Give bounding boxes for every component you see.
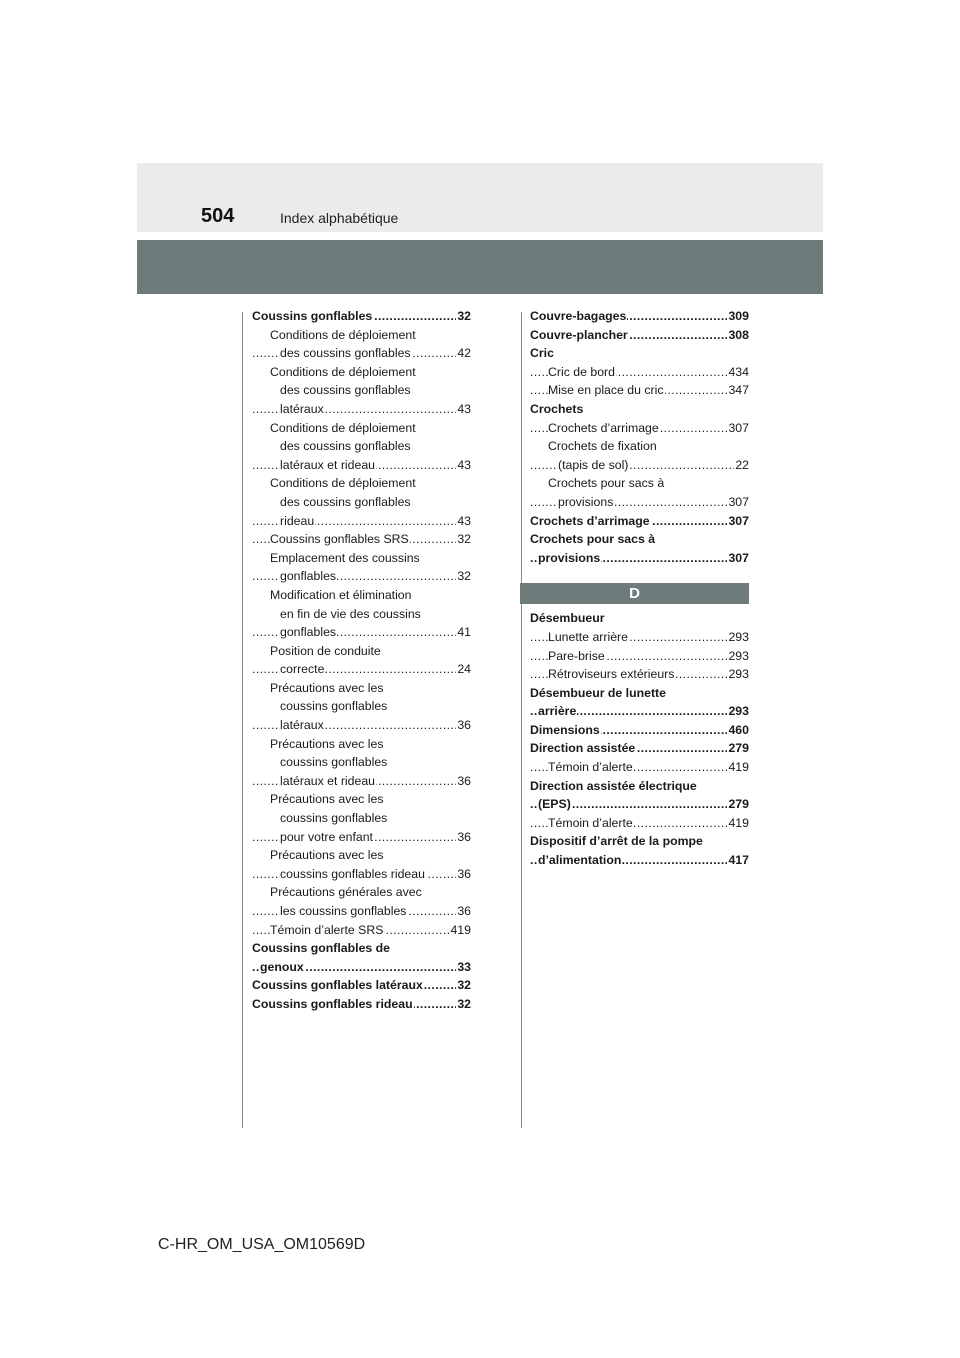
index-entry xyxy=(530,739,749,758)
index-entry-text: ..... gonflables xyxy=(280,623,337,642)
index-entry-page: 36 xyxy=(456,902,471,921)
index-entry-page: 43 xyxy=(456,456,471,475)
index-entry xyxy=(252,605,471,624)
index-entry-text: ..... Crochets d’arrimage xyxy=(548,419,660,438)
index-entry-text: ..... latéraux xyxy=(280,400,325,419)
index-entry xyxy=(252,530,471,549)
index-entry xyxy=(530,851,749,870)
index-entry xyxy=(252,623,471,642)
index-entry-text: ..... Coussins gonflables SRS xyxy=(270,530,410,549)
index-entry-text: ..... provisions xyxy=(558,493,614,512)
index-entry xyxy=(252,735,471,754)
index-entry xyxy=(252,679,471,698)
index-entry xyxy=(530,814,749,833)
index-entry-text: ..... Couvre-bagages xyxy=(530,307,627,326)
index-entry-page: 309 xyxy=(727,307,749,326)
index-entry-page: 419 xyxy=(449,921,471,940)
index-entry xyxy=(252,921,471,940)
index-entry-text: ..... provisions xyxy=(538,549,601,568)
index-group-d xyxy=(530,609,749,869)
index-entry-text: ..... Crochets d’arrimage xyxy=(530,512,651,531)
index-entry-page: 308 xyxy=(727,326,749,345)
index-entry-text: ..... (tapis de sol) xyxy=(558,456,629,475)
index-entry-text: Dispositif d’arrêt de la pompe xyxy=(530,832,704,851)
index-entry-page: 434 xyxy=(727,363,749,382)
index-entry-page: 460 xyxy=(727,721,749,740)
index-entry xyxy=(252,493,471,512)
index-entry-text: coussins gonflables xyxy=(280,753,388,772)
index-entry xyxy=(530,702,749,721)
index-entry-text: Direction assistée électrique xyxy=(530,777,698,796)
index-entry xyxy=(252,958,471,977)
index-entry xyxy=(530,795,749,814)
index-entry-text: ..... des coussins gonflables xyxy=(280,344,412,363)
index-entry xyxy=(530,647,749,666)
index-entry xyxy=(252,716,471,735)
index-entry xyxy=(530,493,749,512)
index-entry-page: 36 xyxy=(456,865,471,884)
index-entry-page: 32 xyxy=(456,567,471,586)
index-entry xyxy=(252,902,471,921)
index-entry-text: Crochets de fixation xyxy=(548,437,658,456)
index-entry-text: Modification et élimination xyxy=(270,586,413,605)
index-entry-text: ..... Rétroviseurs extérieurs xyxy=(548,665,675,684)
index-entry-page: 293 xyxy=(727,702,749,721)
page-number: 504 xyxy=(201,205,235,227)
index-entry-text: Désembueur xyxy=(530,609,606,628)
index-entry xyxy=(252,642,471,661)
index-column-left xyxy=(252,307,471,1014)
index-entry-text: Précautions avec les xyxy=(270,846,384,865)
index-entry xyxy=(252,753,471,772)
index-entry-text: Crochets xyxy=(530,400,584,419)
index-entry-text: Conditions de déploiement xyxy=(270,326,417,345)
index-entry-page: 307 xyxy=(727,493,749,512)
header-gray-bar xyxy=(137,240,823,294)
index-entry-text: des coussins gonflables xyxy=(280,437,412,456)
header-band xyxy=(137,163,823,232)
index-entry xyxy=(252,549,471,568)
index-entry xyxy=(530,721,749,740)
index-entry-text: Précautions générales avec xyxy=(270,883,423,902)
index-entry-text: ..... latéraux et rideau xyxy=(280,456,376,475)
index-entry xyxy=(252,846,471,865)
index-entry-text: ..... genoux xyxy=(260,958,305,977)
index-entry xyxy=(530,419,749,438)
index-entry-page: 293 xyxy=(727,647,749,666)
index-entry-text: ..... rideau xyxy=(280,512,315,531)
index-entry-page: 307 xyxy=(727,512,749,531)
index-entry-text: ..... arrière xyxy=(538,702,577,721)
index-entry-text: ..... Lunette arrière xyxy=(548,628,629,647)
index-entry xyxy=(530,777,749,796)
index-entry-page: 32 xyxy=(456,976,471,995)
document-code: C-HR_OM_USA_OM10569D xyxy=(158,1236,366,1253)
index-entry xyxy=(530,665,749,684)
middle-column-rule xyxy=(521,312,522,1128)
index-entry xyxy=(530,512,749,531)
index-entry xyxy=(252,419,471,438)
index-entry-text: ..... d’alimentation xyxy=(538,851,622,870)
index-entry xyxy=(252,995,471,1014)
index-entry-page: 293 xyxy=(727,665,749,684)
index-entry-text: ..... Témoin d’alerte SRS xyxy=(270,921,384,940)
index-entry-page: 279 xyxy=(727,795,749,814)
index-entry xyxy=(252,697,471,716)
index-entry-text: ..... Coussins gonflables rideau xyxy=(252,995,414,1014)
index-column-right xyxy=(530,307,749,870)
index-entry-text: ..... Direction assistée xyxy=(530,739,636,758)
index-entry-text: ..... (EPS) xyxy=(538,795,572,814)
index-entry-text: Désembueur de lunette xyxy=(530,684,667,703)
index-entry-text: ..... Couvre-plancher xyxy=(530,326,629,345)
index-entry-page: 279 xyxy=(727,739,749,758)
index-entry xyxy=(252,939,471,958)
index-entry-page: 43 xyxy=(456,400,471,419)
index-entry xyxy=(530,609,749,628)
index-entry xyxy=(252,660,471,679)
index-entry xyxy=(252,809,471,828)
index-entry xyxy=(530,474,749,493)
index-entry-text: ..... Coussins gonflables xyxy=(252,307,373,326)
index-entry-text: ..... coussins gonflables rideau xyxy=(280,865,426,884)
index-entry-page: 347 xyxy=(727,381,749,400)
index-entry xyxy=(252,772,471,791)
index-entry-text: ..... latéraux et rideau xyxy=(280,772,376,791)
index-entry xyxy=(530,684,749,703)
index-entry-text: coussins gonflables xyxy=(280,809,388,828)
index-entry-text: Emplacement des coussins xyxy=(270,549,421,568)
index-entry xyxy=(252,437,471,456)
index-entry xyxy=(530,549,749,568)
index-entry-text: Précautions avec les xyxy=(270,679,384,698)
index-entry xyxy=(530,832,749,851)
index-entry-text: ..... Dimensions xyxy=(530,721,601,740)
index-entry-text: ..... latéraux xyxy=(280,716,325,735)
section-title: Index alphabétique xyxy=(280,210,399,226)
index-entry xyxy=(252,828,471,847)
index-entry xyxy=(252,790,471,809)
index-entry-text: Conditions de déploiement xyxy=(270,474,417,493)
index-entry xyxy=(252,381,471,400)
index-entry-text: ..... les coussins gonflables xyxy=(280,902,407,921)
index-entry-page: 307 xyxy=(727,549,749,568)
index-entry-text: ..... Témoin d’alerte xyxy=(548,814,634,833)
index-entry xyxy=(252,976,471,995)
index-entry-page: 36 xyxy=(456,772,471,791)
index-entry xyxy=(252,400,471,419)
index-entry-text: ..... Coussins gonflables latéraux xyxy=(252,976,424,995)
index-entry-page: 22 xyxy=(734,456,749,475)
index-entry xyxy=(252,344,471,363)
index-entry-text: Crochets pour sacs à xyxy=(548,474,665,493)
index-entry xyxy=(530,437,749,456)
index-entry xyxy=(530,400,749,419)
index-entry-page: 32 xyxy=(456,307,471,326)
index-entry-page: 307 xyxy=(727,419,749,438)
index-entry-page: 33 xyxy=(456,958,471,977)
index-entry xyxy=(530,381,749,400)
index-entry-page: 42 xyxy=(456,344,471,363)
index-entry-text: ..... Cric de bord xyxy=(548,363,616,382)
letter-header-d: D xyxy=(520,583,749,604)
index-entry xyxy=(252,307,471,326)
index-entry-page: 41 xyxy=(456,623,471,642)
index-entry-text: ..... Mise en place du cric xyxy=(548,381,665,400)
index-entry xyxy=(252,567,471,586)
index-entry xyxy=(530,456,749,475)
index-entry-text: Position de conduite xyxy=(270,642,382,661)
index-entry-text: Cric xyxy=(530,344,555,363)
index-entry-text: ..... correcte xyxy=(280,660,325,679)
index-entry xyxy=(530,758,749,777)
index-entry-text: des coussins gonflables xyxy=(280,381,412,400)
index-entry-page: 36 xyxy=(456,716,471,735)
index-entry-text: Précautions avec les xyxy=(270,735,384,754)
index-entry xyxy=(252,865,471,884)
index-entry-text: ..... pour votre enfant xyxy=(280,828,374,847)
index-entry xyxy=(530,326,749,345)
index-entry xyxy=(252,326,471,345)
index-entry xyxy=(530,344,749,363)
index-entry-text: ..... gonflables xyxy=(280,567,337,586)
index-entry xyxy=(530,530,749,549)
index-entry-text: Crochets pour sacs à xyxy=(530,530,656,549)
index-entry xyxy=(530,363,749,382)
index-entry-text: des coussins gonflables xyxy=(280,493,412,512)
index-entry xyxy=(252,586,471,605)
index-group-c xyxy=(530,307,749,567)
index-entry-text: ..... Pare-brise xyxy=(548,647,606,666)
index-entry-text: coussins gonflables xyxy=(280,697,388,716)
index-entry xyxy=(252,883,471,902)
index-entry-page: 293 xyxy=(727,628,749,647)
left-column-rule xyxy=(242,312,243,1128)
index-entry-page: 43 xyxy=(456,512,471,531)
index-entry-text: en fin de vie des coussins xyxy=(280,605,422,624)
index-entry-text: Conditions de déploiement xyxy=(270,363,417,382)
index-entry xyxy=(252,456,471,475)
index-entry xyxy=(252,512,471,531)
index-entry-page: 24 xyxy=(456,660,471,679)
index-entry-page: 419 xyxy=(727,814,749,833)
index-entry-page: 32 xyxy=(456,530,471,549)
index-entry xyxy=(252,363,471,382)
index-entry xyxy=(530,628,749,647)
index-entry-page: 36 xyxy=(456,828,471,847)
index-entry-text: Coussins gonflables de xyxy=(252,939,391,958)
index-entry-text: Conditions de déploiement xyxy=(270,419,417,438)
index-entry-page: 32 xyxy=(456,995,471,1014)
index-entry xyxy=(252,474,471,493)
index-entry-page: 419 xyxy=(727,758,749,777)
index-entry-text: Précautions avec les xyxy=(270,790,384,809)
index-entry xyxy=(530,307,749,326)
index-entry-page: 417 xyxy=(727,851,749,870)
index-entry-text: ..... Témoin d’alerte xyxy=(548,758,634,777)
